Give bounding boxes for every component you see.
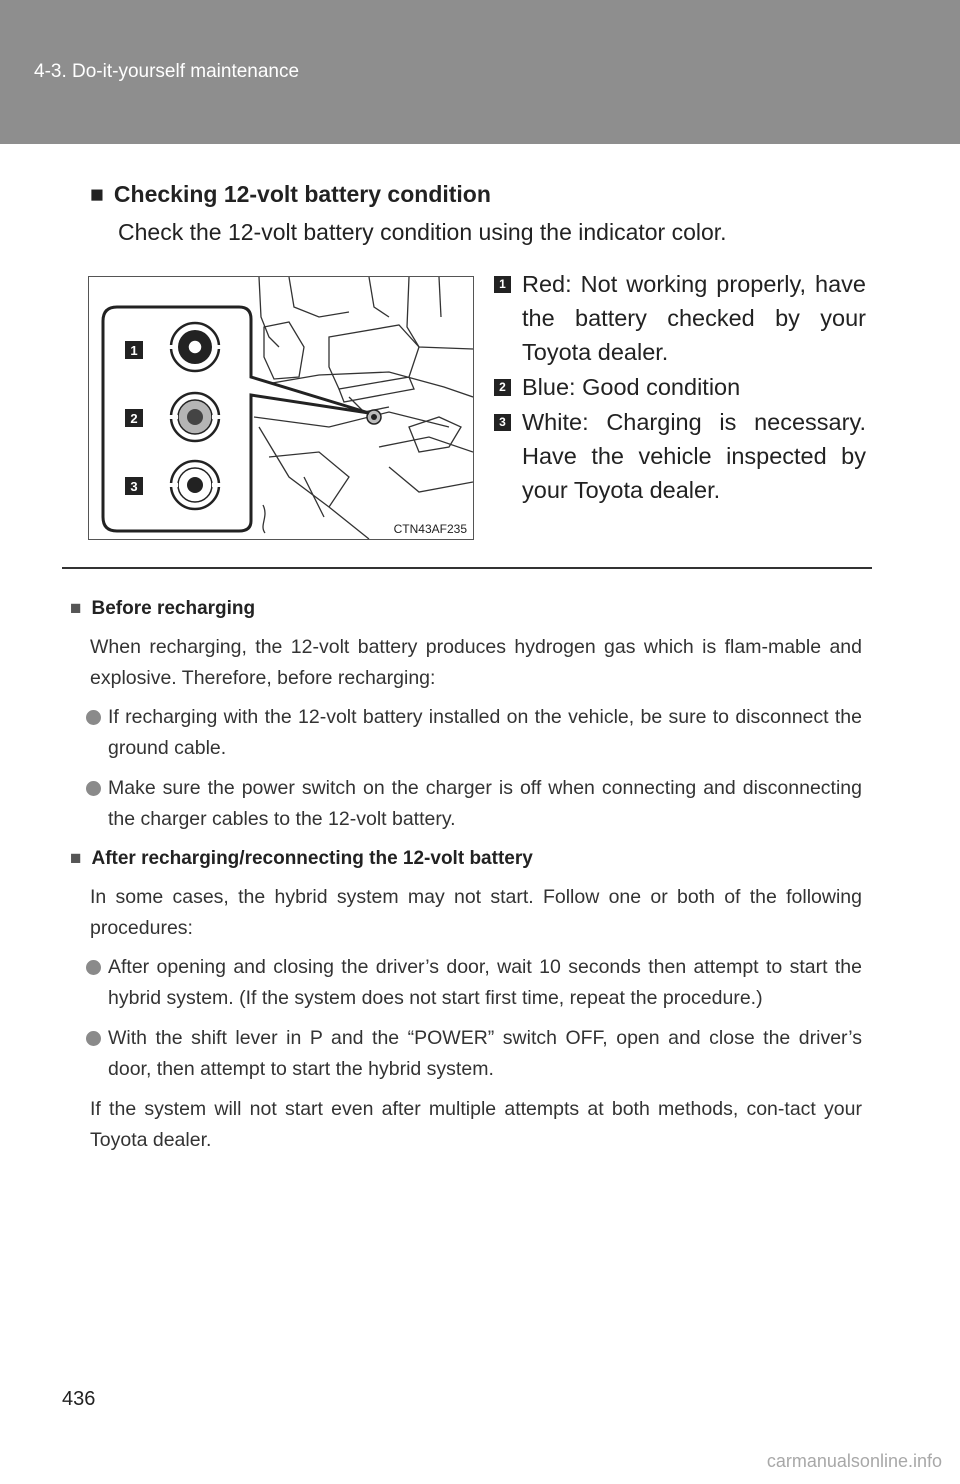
legend-item-red: [494, 267, 866, 369]
heading-square-icon: ■: [90, 181, 104, 207]
watermark: carmanualsonline.info: [766, 1451, 942, 1471]
section-divider: [62, 567, 872, 569]
after-bullet-2: [108, 1023, 862, 1085]
battery-indicator-figure: [88, 276, 474, 540]
bullet-text: Make sure the power switch on the charger is off when connecting and disconnecting the charger cables to the 12-volt battery.: [108, 777, 862, 830]
after-body: In some cases, the hybrid system may not start. Follow one or both of the following procedures:: [90, 886, 862, 939]
legend-text: White: Charging is necessary. Have the vehicle inspected by your Toyota dealer.: [522, 409, 866, 503]
svg-text:3: 3: [130, 479, 138, 494]
legend-item-white: [494, 405, 866, 507]
after-closing: If the system will not start even after multiple attempts at both methods, con-tact your Toyota dealer.: [90, 1098, 862, 1151]
bullet-text: With the shift lever in P and the “POWER” switch OFF, open and close the driver’s door, then attempt to start the hybrid system.: [108, 1027, 862, 1080]
before-bullet-2: [108, 773, 862, 835]
checking-heading: [90, 181, 491, 208]
after-recharging-heading: [70, 846, 862, 872]
after-heading-text: After recharging/reconnecting the 12-volt battery: [91, 848, 533, 869]
bullet-dot-icon: [86, 1031, 101, 1046]
legend-item-blue: [494, 370, 866, 404]
legend-number: 1: [494, 276, 511, 293]
legend-number: 3: [494, 414, 511, 431]
bullet-text: After opening and closing the driver’s door, wait 10 seconds then attempt to start the hybrid system. (If the system does not start first time, repeat the procedure.): [108, 956, 862, 1009]
legend-text: Red: Not working properly, have the battery checked by your Toyota dealer.: [522, 271, 866, 365]
section-title: 4-3. Do-it-yourself maintenance: [34, 61, 300, 82]
notes-section: [70, 596, 862, 1164]
battery-illustration: [89, 277, 473, 539]
page-number: 436: [62, 1388, 96, 1410]
legend-text: Blue: Good condition: [522, 374, 741, 400]
before-heading-text: Before recharging: [91, 598, 256, 619]
bullet-text: If recharging with the 12-volt battery installed on the vehicle, be sure to disconnect the ground cable.: [108, 706, 862, 759]
bullet-dot-icon: [86, 960, 101, 975]
checking-intro: Check the 12-volt battery condition using the indicator color.: [118, 219, 727, 245]
indicator-legend: [494, 267, 866, 508]
svg-text:1: 1: [130, 343, 138, 358]
bullet-dot-icon: [86, 710, 101, 725]
after-bullet-1: [108, 952, 862, 1014]
figure-code: CTN43AF235: [393, 522, 467, 536]
heading-square-icon: ■: [70, 848, 82, 869]
checking-heading-text: Checking 12-volt battery condition: [113, 181, 491, 207]
before-recharging-heading: [70, 596, 862, 622]
before-body: When recharging, the 12-volt battery produces hydrogen gas which is flam-mable and explosive. Therefore, before recharging:: [90, 636, 862, 689]
before-bullet-1: [108, 702, 862, 764]
page-header: [0, 0, 960, 144]
svg-text:2: 2: [130, 411, 138, 426]
heading-square-icon: ■: [70, 598, 82, 619]
legend-number: 2: [494, 379, 511, 396]
bullet-dot-icon: [86, 781, 101, 796]
